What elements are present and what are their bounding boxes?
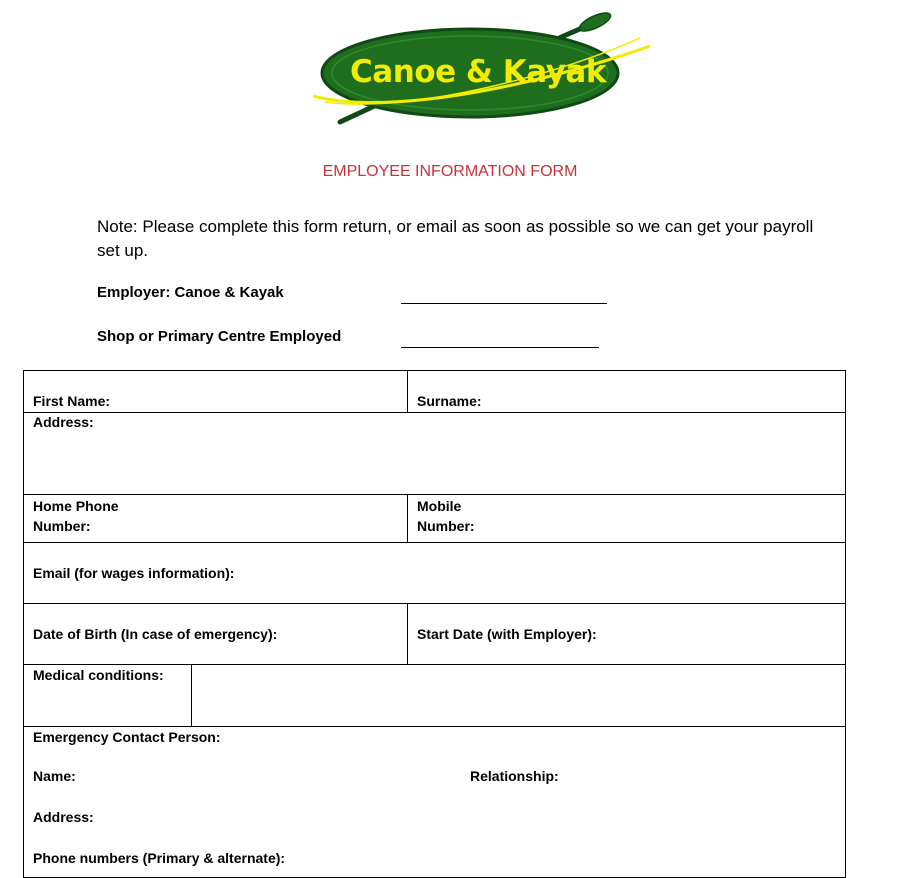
first-name-cell[interactable] [24,371,408,413]
emergency-name-label: Name: [33,768,76,784]
mobile-label-1: Mobile [417,498,462,514]
logo-wordmark: Canoe & Kayak [350,54,606,90]
shop-label: Shop or Primary Centre Employed [97,328,342,345]
email-label: Email (for wages information): [33,565,235,581]
emergency-phones-label: Phone numbers (Primary & alternate): [33,850,286,866]
home-phone-label-1: Home Phone [33,498,119,514]
medical-label: Medical conditions: [33,667,164,683]
employer-label: Employer: Canoe & Kayak [97,284,284,301]
emergency-relationship-label: Relationship: [470,768,559,784]
mobile-label-2: Number: [417,518,475,534]
email-cell[interactable] [24,543,846,604]
form-title: EMPLOYEE INFORMATION FORM [322,163,578,180]
address-label: Address: [33,414,94,430]
shop-field [97,328,617,345]
home-phone-cell[interactable] [24,495,408,543]
start-date-cell[interactable] [408,604,846,665]
emergency-address-label: Address: [33,809,94,825]
dob-cell[interactable] [24,604,408,665]
start-date-label: Start Date (with Employer): [417,626,597,642]
home-phone-label-2: Number: [33,518,91,534]
employer-field [97,284,617,301]
mobile-cell[interactable] [408,495,846,543]
surname-cell[interactable] [408,371,846,413]
shop-input[interactable] [401,347,599,348]
dob-label: Date of Birth (In case of emergency): [33,626,278,642]
emergency-contact-label: Emergency Contact Person: [33,729,221,745]
address-cell[interactable] [24,413,846,495]
employer-input[interactable] [401,303,607,304]
first-name-label: First Name: [33,393,111,409]
emergency-contact-cell[interactable] [24,727,846,878]
employee-info-table [23,370,846,878]
medical-label-cell [24,665,192,727]
medical-input-cell[interactable] [192,665,846,727]
instruction-note: Note: Please complete this form return, or email as soon as possible so we can get your payroll set up. [97,217,814,260]
surname-label: Surname: [417,393,482,409]
